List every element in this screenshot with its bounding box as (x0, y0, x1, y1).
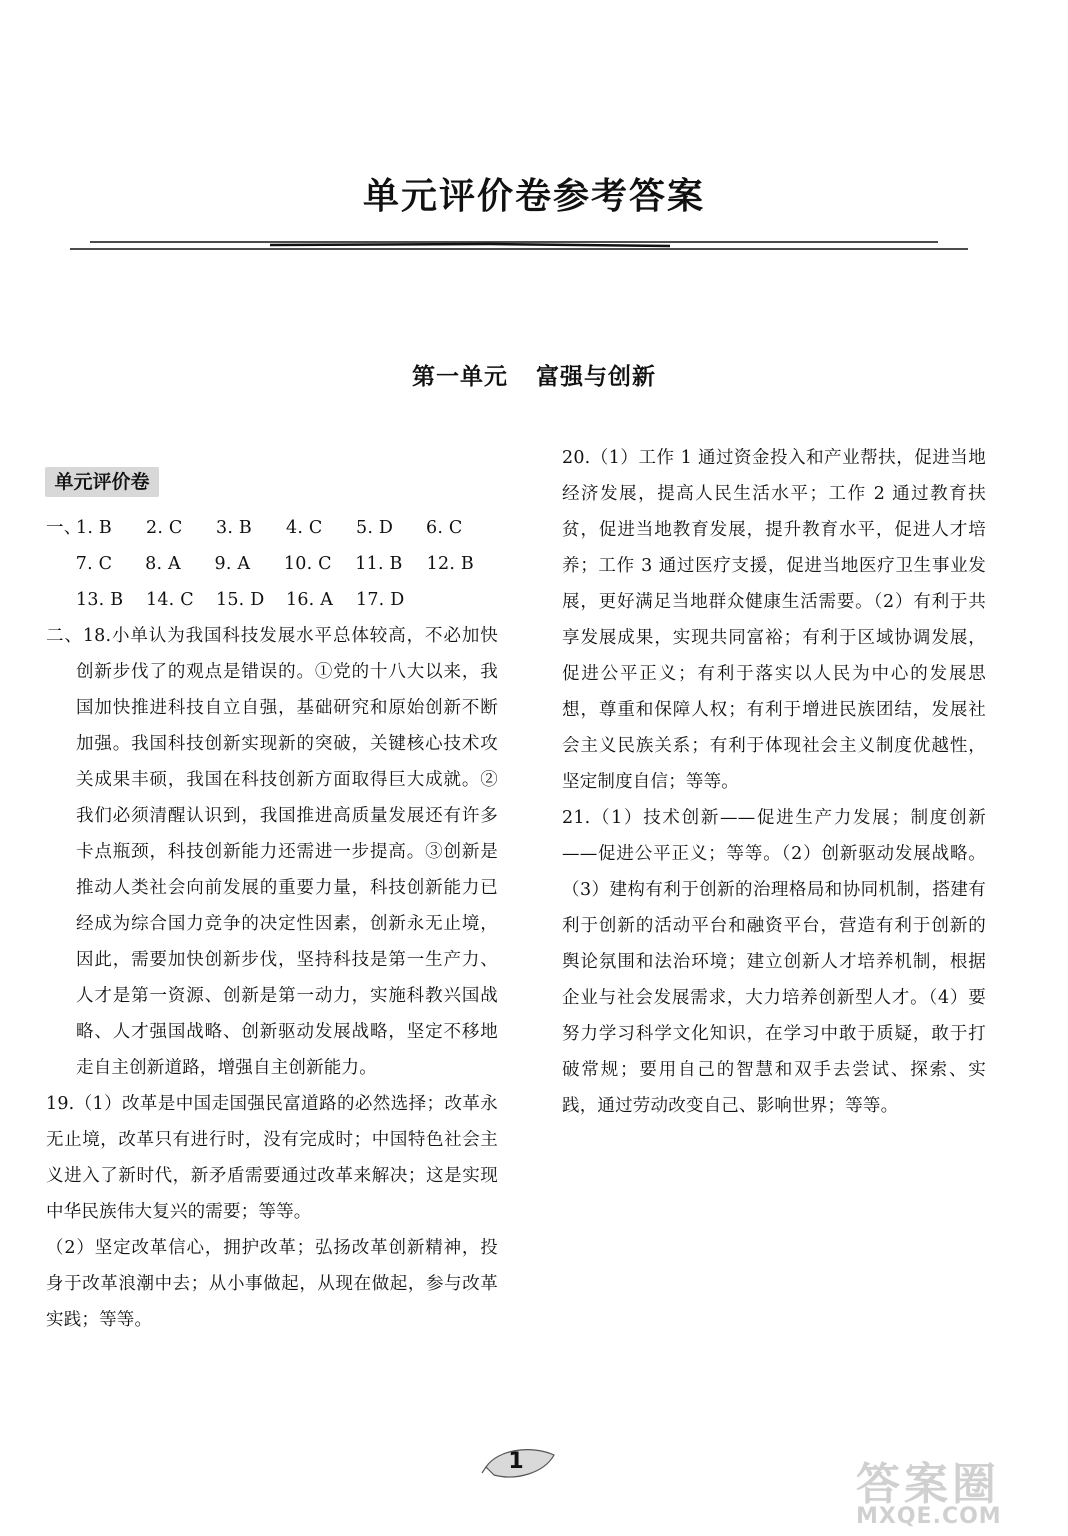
mc-row-2 (46, 546, 498, 582)
mc-answer: 5. D (356, 518, 394, 538)
watermark-url: MXQE.COM (856, 1504, 1002, 1529)
mc-answer: 16. A (286, 590, 334, 610)
mc-answer: 8. A (145, 554, 181, 574)
answer-18-text: 小单认为我国科技发展水平总体较高，不必加快创新步伐了的观点是错误的。①党的十八大以来，我国加快推进科技自立自强，基础研究和原始创新不断加强。我国科技创新实现新的突破，关键核心技术攻关成果丰硕，我国在科技创新方面取得巨大成就。②我们必须清醒认识到，我国推进高质量发展还有许多卡点瓶颈，科技创新能力还需进一步提高。③创新是推动人类社会向前发展的重要力量，科技创新能力已经成为综合国力竞争的决定性因素，创新永无止境，因此，需要加快创新步伐，坚持科技是第一生产力、人才是第一资源、创新是第一动力，实施科教兴国战略、人才强国战略、创新驱动发展战略，坚定不移地走自主创新道路，增强自主创新能力。 (76, 626, 498, 1078)
mc-row-1 (46, 510, 498, 546)
mc-answer: 4. C (286, 518, 323, 538)
mc-answer: 9. A (214, 554, 251, 574)
page-number: 1 (508, 1449, 524, 1474)
watermark-text: 答案圈 (856, 1459, 1000, 1510)
answer-21: 21.（1）技术创新——促进生产力发展；制度创新——促进公平正义；等等。（2）创新驱动发展战略。（3）建构有利于创新的治理格局和协同机制，搭建有利于创新的活动平台和融资平台，营造有利于创新的舆论氛围和法治环境；建立创新人才培养机制，根据企业与社会发展需求，大力培养创新型人才。（4）要努力学习科学文化知识，在学习中敢于质疑，敢于打破常规；要用自己的智慧和双手去尝试、探索、实践，通过劳动改变自己、影响世界；等等。 (562, 808, 986, 1116)
mc-answer: 6. C (426, 518, 463, 538)
mc-answer: 13. B (76, 590, 124, 610)
mc-answer: 3. B (216, 518, 252, 538)
watermark-logo (856, 1448, 1056, 1533)
mc-answer: 17. D (356, 590, 405, 610)
answer-20: 20.（1）工作 1 通过资金投入和产业帮扶，促进当地经济发展，提高人民生活水平；工作 2 通过教育扶贫，促进当地教育发展，提升教育水平，促进人才培养；工作 3 通过医疗支援，促进当地医疗卫生事业发展，更好满足当地群众健康生活需要。（2）有利于共享发展成果，实现共同富裕；有利于区域协调发展，促进公平正义；有利于落实以人民为中心的发展思想，尊重和保障人权；有利于增进民族团结，发展社会主义民族关系；有利于体现社会主义制度优越性，坚定制度自信；等等。 (562, 448, 986, 792)
part-one-label: 一、 (46, 518, 82, 538)
answer-19-part2: （2）坚定改革信心，拥护改革；弘扬改革创新精神，投身于改革浪潮中去；从小事做起，从现在做起，参与改革实践；等等。 (46, 1238, 498, 1330)
answer-19-part1: 19.（1）改革是中国走国强民富道路的必然选择；改革永无止境，改革只有进行时，没有完成时；中国特色社会主义进入了新时代，新矛盾需要通过改革来解决；这是实现中华民族伟大复兴的需要；等等。 (46, 1094, 498, 1222)
unit-title (0, 358, 1068, 391)
unit-number: 第一单元 (412, 364, 508, 390)
answer-18 (46, 618, 498, 1086)
mc-answer: 15. D (216, 590, 265, 610)
left-column (46, 510, 498, 1338)
mc-answer: 7. C (75, 554, 113, 574)
answer-18-lead: 二、18. (46, 626, 112, 646)
mc-answer: 12. B (426, 554, 474, 574)
title-divider (70, 240, 968, 252)
section-label: 单元评价卷 (45, 467, 159, 497)
page-title: 单元评价卷参考答案 (362, 176, 705, 217)
mc-answer: 10. C (283, 554, 332, 574)
mc-answer: 2. C (146, 518, 183, 538)
right-column (562, 440, 986, 1124)
mc-row-3 (46, 582, 498, 618)
mc-answer: 1. B (76, 518, 112, 538)
mc-answer: 14. C (146, 590, 194, 610)
unit-name: 富强与创新 (536, 364, 656, 390)
mc-answer: 11. B (355, 554, 403, 574)
